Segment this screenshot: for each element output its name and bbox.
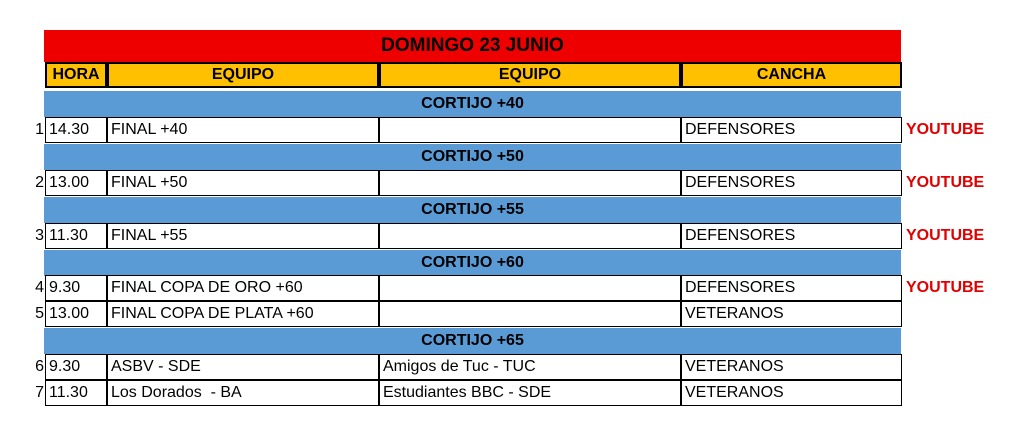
youtube-label bbox=[902, 380, 1006, 406]
youtube-label: YOUTUBE bbox=[906, 174, 985, 191]
youtube-label bbox=[902, 301, 1006, 327]
cancha-cell: DEFENSORES bbox=[681, 117, 902, 143]
category-header: CORTIJO +65 bbox=[44, 328, 901, 354]
row-number: 4 bbox=[35, 279, 44, 296]
match-row bbox=[29, 380, 1006, 406]
hora-cell: 14.30 bbox=[45, 117, 107, 143]
equipo1-cell: Los Dorados - BA bbox=[107, 380, 379, 406]
match-row bbox=[29, 223, 1006, 249]
equipo1-cell: FINAL COPA DE PLATA +60 bbox=[107, 301, 379, 327]
equipo1-cell: FINAL +50 bbox=[107, 170, 379, 196]
header-equipo-1: EQUIPO bbox=[107, 62, 379, 88]
match-row bbox=[29, 354, 1006, 380]
match-row bbox=[29, 301, 1006, 327]
youtube-label: YOUTUBE bbox=[906, 227, 985, 244]
row-number: 6 bbox=[35, 358, 44, 375]
equipo1-cell: ASBV - SDE bbox=[107, 354, 379, 380]
cancha-cell: VETERANOS bbox=[681, 380, 902, 406]
category-header: CORTIJO +50 bbox=[44, 144, 901, 170]
equipo2-cell bbox=[379, 170, 681, 196]
cancha-cell: VETERANOS bbox=[681, 354, 902, 380]
hora-cell: 9.30 bbox=[45, 354, 107, 380]
equipo2-cell bbox=[379, 275, 681, 301]
cancha-cell: DEFENSORES bbox=[681, 170, 902, 196]
equipo1-cell: FINAL +55 bbox=[107, 223, 379, 249]
schedule-title: DOMINGO 23 JUNIO bbox=[44, 30, 901, 62]
match-row bbox=[29, 170, 1006, 196]
hora-cell: 13.00 bbox=[45, 170, 107, 196]
header-equipo-2: EQUIPO bbox=[379, 62, 681, 88]
match-row bbox=[29, 117, 1006, 143]
equipo2-cell bbox=[379, 223, 681, 249]
youtube-label bbox=[902, 354, 1006, 380]
youtube-label: YOUTUBE bbox=[906, 279, 985, 296]
equipo1-cell: FINAL +40 bbox=[107, 117, 379, 143]
category-header: CORTIJO +40 bbox=[44, 91, 901, 117]
hora-cell: 11.30 bbox=[45, 380, 107, 406]
match-row bbox=[29, 275, 1006, 301]
hora-cell: 13.00 bbox=[45, 301, 107, 327]
equipo2-cell bbox=[379, 117, 681, 143]
hora-cell: 11.30 bbox=[45, 223, 107, 249]
cancha-cell: VETERANOS bbox=[681, 301, 902, 327]
equipo2-cell: Amigos de Tuc - TUC bbox=[379, 354, 681, 380]
category-header: CORTIJO +55 bbox=[44, 197, 901, 223]
cancha-cell: DEFENSORES bbox=[681, 223, 902, 249]
equipo2-cell bbox=[379, 301, 681, 327]
cancha-cell: DEFENSORES bbox=[681, 275, 902, 301]
row-number: 3 bbox=[35, 227, 44, 244]
header-row bbox=[29, 62, 902, 88]
header-cancha: CANCHA bbox=[681, 62, 902, 88]
youtube-label: YOUTUBE bbox=[906, 121, 985, 138]
row-number: 7 bbox=[35, 384, 44, 401]
row-number: 2 bbox=[35, 174, 44, 191]
equipo1-cell: FINAL COPA DE ORO +60 bbox=[107, 275, 379, 301]
header-hora: HORA bbox=[45, 62, 107, 88]
row-number: 1 bbox=[35, 121, 44, 138]
hora-cell: 9.30 bbox=[45, 275, 107, 301]
row-number: 5 bbox=[35, 305, 44, 322]
equipo2-cell: Estudiantes BBC - SDE bbox=[379, 380, 681, 406]
category-header: CORTIJO +60 bbox=[44, 250, 901, 276]
